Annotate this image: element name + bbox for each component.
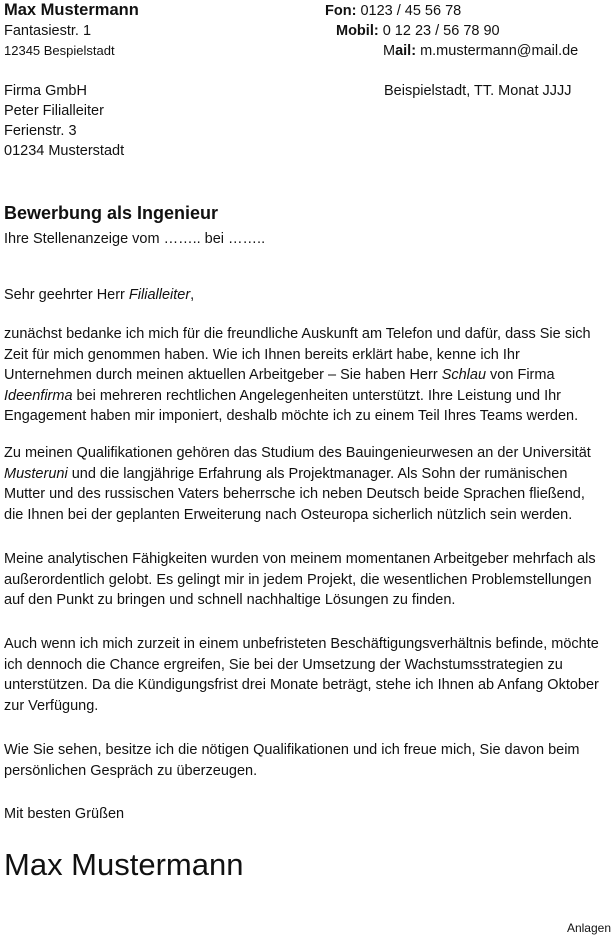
- p1-italic2: Ideenfirma: [4, 387, 73, 404]
- recipient-company: Firma GmbH: [4, 83, 87, 99]
- sender-city: 12345 Bespielstadt: [4, 43, 115, 58]
- paragraph-2: [4, 443, 608, 525]
- p1-part2: von Firma: [486, 367, 555, 383]
- place-date: Beispielstadt, TT. Monat JJJJ: [384, 83, 572, 99]
- p1-part3: bei mehreren rechtlichen Angelegenheiten unterstützt. Ihre Leistung und Ihr Engagement haben mir imponiert, deshalb möchte ich zu einem Teil Ihres Teams werden.: [4, 387, 579, 424]
- paragraph-1: [4, 324, 608, 427]
- contact-mobil: [336, 21, 500, 41]
- sender-name: Max Mustermann: [4, 1, 139, 19]
- p3-text: Meine analytischen Fähigkeiten wurden von meinem momentanen Arbeitgeber mehrfach als außerordentlich gelobt. Es gelingt mir in jedem Projekt, die wesentlichen Problemstellungen auf den Punkt zu bringen und schnell nachhaltige Lösungen zu finden.: [4, 551, 596, 608]
- p2-part1: Zu meinen Qualifikationen gehören das Studium des Bauingenieurwesen an der Universität: [4, 445, 591, 461]
- paragraph-4: [4, 634, 608, 716]
- mail-label-plain: M: [383, 43, 396, 59]
- sender-street: Fantasiestr. 1: [4, 23, 92, 39]
- mobil-label: Mobil:: [336, 23, 379, 39]
- salutation-name: Filialleiter: [128, 287, 191, 303]
- closing: Mit besten Grüßen: [4, 806, 125, 822]
- attachments-label: Anlagen: [566, 921, 611, 935]
- contact-mail: [383, 41, 578, 61]
- subject-line: Bewerbung als Ingenieur: [4, 203, 219, 223]
- salutation-prefix: Sehr geehrter Herr: [4, 287, 129, 303]
- p1-part1: zunächst bedanke ich mich für die freundliche Auskunft am Telefon und dafür, dass Sie sich Zeit für mich genommen haben. Wie ich Ihnen bereits erklärt habe, kenne ich Ihr Unternehmen durch meinen aktuellen Arbeitgeber – Sie haben Herr: [4, 326, 591, 383]
- p2-italic1: Musteruni: [4, 465, 68, 482]
- recipient-city: 01234 Musterstadt: [4, 143, 125, 159]
- paragraph-3: [4, 549, 608, 611]
- recipient-person: Peter Filialleiter: [4, 103, 104, 119]
- mail-label-bold: ail:: [395, 43, 417, 59]
- p2-part2: und die langjährige Erfahrung als Projektmanager. Als Sohn der rumänischen Mutter und des russischen Vaters beherrsche ich neben Deutsch beide Sprachen fließend, die Ihnen bei der geplanten Erweiterung nach Osteuropa sicherlich nützlich sein werden.: [4, 465, 585, 523]
- paragraph-5: [4, 740, 608, 781]
- contact-fon: [325, 1, 461, 21]
- reference-line: Ihre Stellenanzeige vom …….. bei ……..: [4, 231, 266, 247]
- salutation-suffix: ,: [190, 287, 195, 303]
- recipient-street: Ferienstr. 3: [4, 123, 77, 139]
- p5-text: Wie Sie sehen, besitze ich die nötigen Qualifikationen und ich freue mich, Sie davon beim persönlichen Gespräch zu überzeugen.: [4, 742, 580, 779]
- signature: Max Mustermann: [4, 847, 244, 882]
- p4-text: Auch wenn ich mich zurzeit in einem unbefristeten Beschäftigungsverhältnis befinde, möchte ich dennoch die Chance ergreifen, Sie bei der Umsetzung der Wachstumsstrategien zu unterstützen. Da die Kündigungsfrist drei Monate beträgt, stehe ich Ihnen ab Anfang Oktober zur Verfügung.: [4, 636, 599, 714]
- mail-value[interactable]: m.mustermann@mail.de: [420, 43, 579, 59]
- fon-value: 0123 / 45 56 78: [360, 3, 462, 19]
- fon-label: Fon:: [325, 3, 357, 19]
- mobil-value: 0 12 23 / 56 78 90: [382, 23, 500, 39]
- p1-italic1: Schlau: [441, 367, 487, 383]
- salutation: [4, 285, 194, 305]
